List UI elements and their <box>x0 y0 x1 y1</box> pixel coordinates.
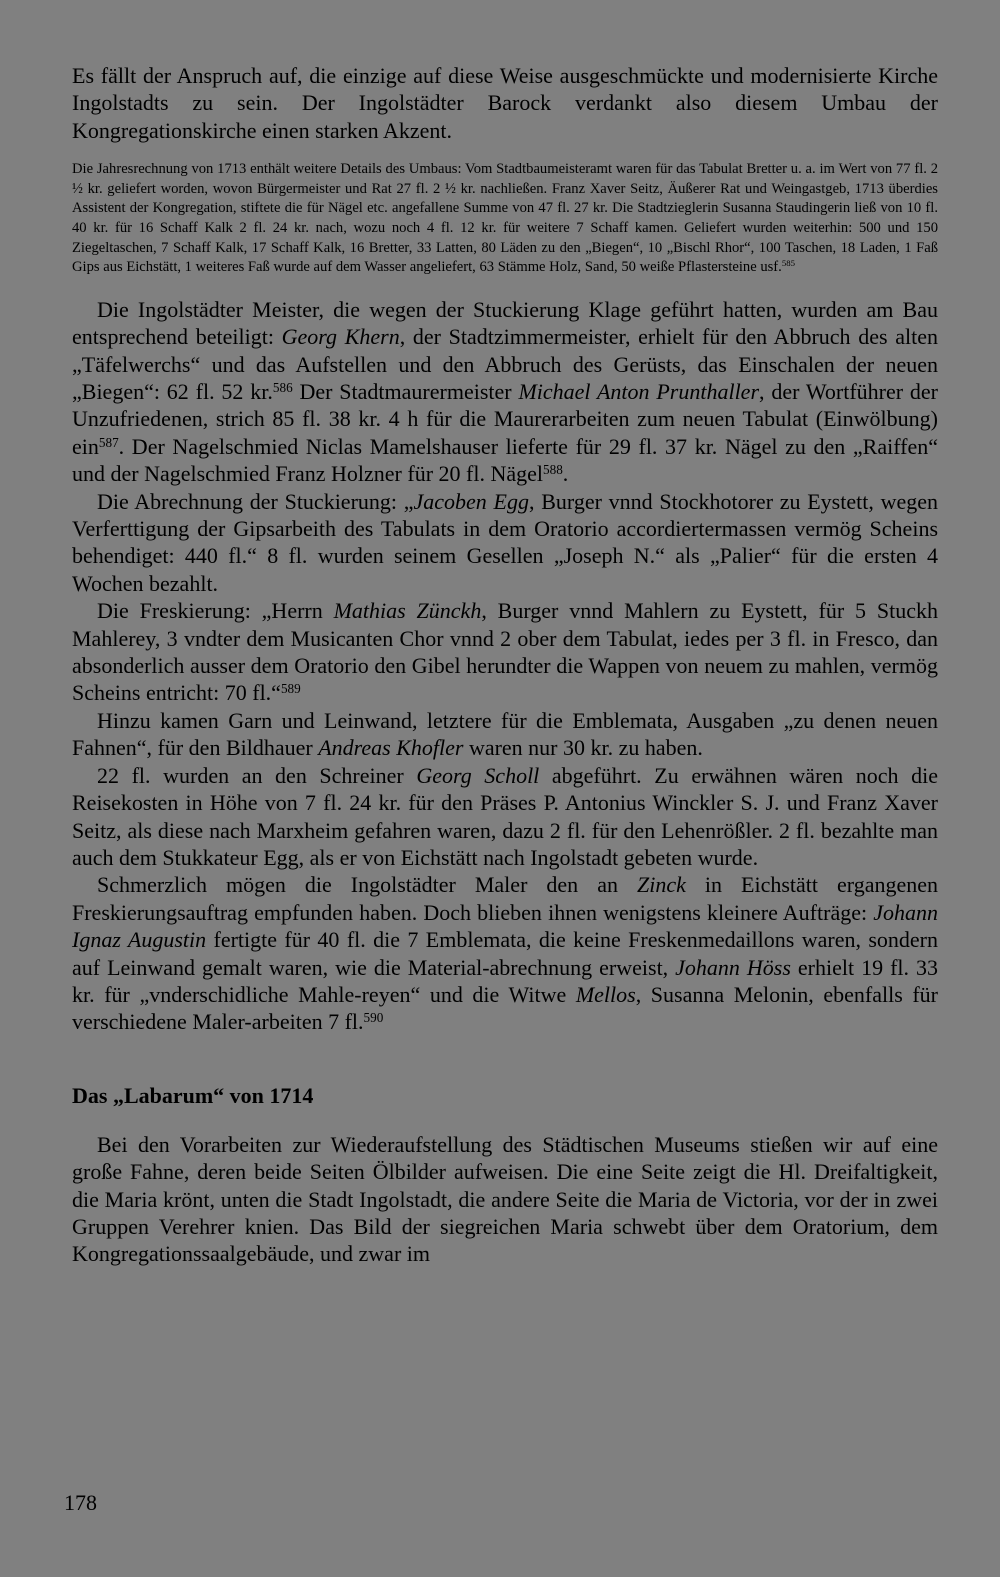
section-heading: Das „Labarum“ von 1714 <box>72 1082 314 1108</box>
text-run: in Eichstätt ergangenen Freskierungsauftrag empfunden haben. Doch blieben ihnen wenigstens kleinere Aufträge: <box>72 872 939 925</box>
name-augustin: Johann Ignaz Augustin <box>72 899 938 953</box>
name-mathias-zuenckh: Mathias Zünckh <box>333 598 482 624</box>
intro-text: Es fällt der Anspruch auf, die einzige auf diese Weise ausgeschmückte und modernisierte Kirche Ingolstadts zu sein. Der Ingolstädter Barock verdankt also diesem Umbau der Kongregationskirche einen starken Akzent. <box>72 63 938 143</box>
paragraph-freskierung <box>72 597 938 707</box>
text-run: . Der Nagelschmied Niclas Mamelshauser lieferte für 29 fl. 37 kr. Nägel zu den „Raiffen“ und der Nagelschmied Franz Holzner für 20 fl. Nägel <box>72 433 938 487</box>
name-georg-scholl: Georg Scholl <box>416 762 540 788</box>
footnote-ref-590: 590 <box>363 1010 384 1026</box>
text-run: , Burger vnnd Stockhotorer zu Eystett, wegen Verferttigung der Gipsarbeith des Tabulats in dem Oratorio accordiertermassen vermög Scheins behendiget: 440 fl.“ 8 fl. wurden seinem Gesellen „Joseph N.“ als „Palier“ für die ersten 4 Wochen bezahlt. <box>72 488 939 596</box>
text-run: Hinzu kamen Garn und Leinwand, letztere für die Emblemata, Ausgaben „zu denen neuen Fahnen“, für den Bildhauer <box>72 707 938 761</box>
name-hoess: Johann Höss <box>675 954 791 980</box>
name-andreas-khofler: Andreas Khofler <box>318 735 464 761</box>
paragraph-garn <box>72 707 938 762</box>
page-number: 178 <box>64 1490 97 1515</box>
text-run: , Burger vnnd Mahlern zu Eystett, für 5 Stuckh Mahlerey, 3 vndter dem Musicanten Chor vnnd 2 ober dem Tabulat, iedes per 3 fl. in Fresco, dan absonderlich ausser dem Oratorio den Gibel herundter die Wappen von neuem zu mahlen, vermög Scheins entricht: 70 fl.“ <box>72 598 938 706</box>
name-mellos: Mellos <box>575 981 636 1007</box>
name-georg-khern: Georg Khern <box>281 324 400 350</box>
footnote-ref-588: 588 <box>543 461 563 477</box>
text-run: Der Stadtmaurermeister <box>292 379 519 404</box>
text-run: Die Ingolstädter Meister, die wegen der Stuckierung Klage geführt hatten, wurden am Bau entsprechend beteiligt: <box>72 296 938 350</box>
page-body <box>72 62 938 1268</box>
text-run: Die Freskierung: „Herrn <box>97 598 334 624</box>
footnote-ref-585: 585 <box>781 258 795 269</box>
text-run: , der Stadtzimmermeister, erhielt für den Abbruch des alten „Täfelwerchs“ und das Aufstellen und den Abbruch des Gerüsts, das Einschalen der neuen „Biegen“: 62 fl. 52 kr. <box>72 324 938 404</box>
footnote-ref-589: 589 <box>280 681 301 697</box>
paragraph-maler <box>72 871 938 1035</box>
footnote-block <box>72 160 938 278</box>
footnote-ref-586: 586 <box>272 379 293 395</box>
intro-paragraph <box>72 62 938 144</box>
text-run: Bei den Vorarbeiten zur Wiederaufstellung des Städtischen Museums stießen wir auf eine große Fahne, deren beide Seiten Ölbilder aufweisen. Die eine Seite zeigt die Hl. Dreifaltigkeit, die Maria krönt, unten die Stadt Ingolstadt, die andere Seite die Maria de Victoria, vor der in zwei Gruppen Verehrer knien. Das Bild der siegreichen Maria schwebt über dem Oratorium, dem Kongregationssaalgebäude, und zwar im <box>72 1131 938 1267</box>
text-run: Die Abrechnung der Stuckierung: „ <box>97 488 414 514</box>
text-run: erhielt 19 fl. 33 kr. für „vnderschidliche Mahle-reyen“ und die Witwe <box>72 954 938 1007</box>
name-zinck: Zinck <box>636 872 686 898</box>
text-run: abgeführt. Zu erwähnen wären noch die Reisekosten in Höhe von 7 fl. 24 kr. für den Präses P. Antonius Winckler S. J. und Franz Xaver Seitz, als diese nach Marxheim gefahren waren, dazu 2 fl. für den Lehenrößler. 2 fl. bezahlte man auch dem Stukkateur Egg, als er von Eichstätt nach Ingolstadt gebeten wurde. <box>72 762 938 870</box>
text-run: , Susanna Melonin, ebenfalls für verschiedene Maler-arbeiten 7 fl. <box>72 981 939 1035</box>
text-run: , der Wortführer der Unzufriedenen, strich 85 fl. 38 kr. 4 h für die Maurerarbeiten zum neuen Tabulat (Einwölbung) ein <box>72 379 939 459</box>
paragraph-masters <box>72 296 938 488</box>
text-run: Schmerzlich mögen die Ingolstädter Maler den an <box>97 872 637 898</box>
text-run: waren nur 30 kr. zu haben. <box>463 735 703 761</box>
footnote-ref-587: 587 <box>98 434 119 450</box>
footnote-text: Die Jahresrechnung von 1713 enthält weitere Details des Umbaus: Vom Stadtbaumeisteramt waren für das Tabulat Bretter u. a. im Wert von 77 fl. 2 ½ kr. geliefert worden, wovon Bürgermeister und Rat 27 fl. 2 ½ kr. nachließen. Franz Xaver Seitz, Äußerer Rat und Weingastgeb, 1713 überdies Assistent der Kongregation, stiftete die für Nägel etc. angefallene Summe von 47 fl. 27 kr. Die Stadtzieglerin Susanna Staudingerin ließ von 10 fl. 40 kr. für 16 Schaff Kalk 2 fl. 24 kr. nach, wozu noch 4 fl. 12 kr. für weitere 7 Schaff kamen. Geliefert wurden weiterhin: 500 und 150 Ziegeltaschen, 7 Schaff Kalk, 17 Schaff Kalk, 16 Bretter, 33 Latten, 80 Läden zu den „Biegen“, 10 „Bischl Rhor“, 100 Taschen, 18 Laden, 1 Faß Gips aus Eichstätt, 1 weiteres Faß wurde auf dem Wasser angeliefert, 63 Stämme Holz, Sand, 50 weiße Pflastersteine usf. <box>72 161 938 276</box>
text-run: . <box>562 461 569 487</box>
text-run: 22 fl. wurden an den Schreiner <box>97 762 417 788</box>
text-run: fertigte für 40 fl. die 7 Emblemata, die keine Freskenmedaillons waren, sondern auf Leinwand gemalt waren, wie die Material-abrechnung erweist, <box>72 927 938 980</box>
paragraph-schreiner <box>72 762 938 872</box>
name-prunthaller: Michael Anton Prunthaller <box>518 379 760 404</box>
name-jacoben-egg: Jacoben Egg <box>413 488 529 514</box>
paragraph-labarum <box>72 1131 938 1268</box>
paragraph-stuckierung <box>72 488 938 598</box>
